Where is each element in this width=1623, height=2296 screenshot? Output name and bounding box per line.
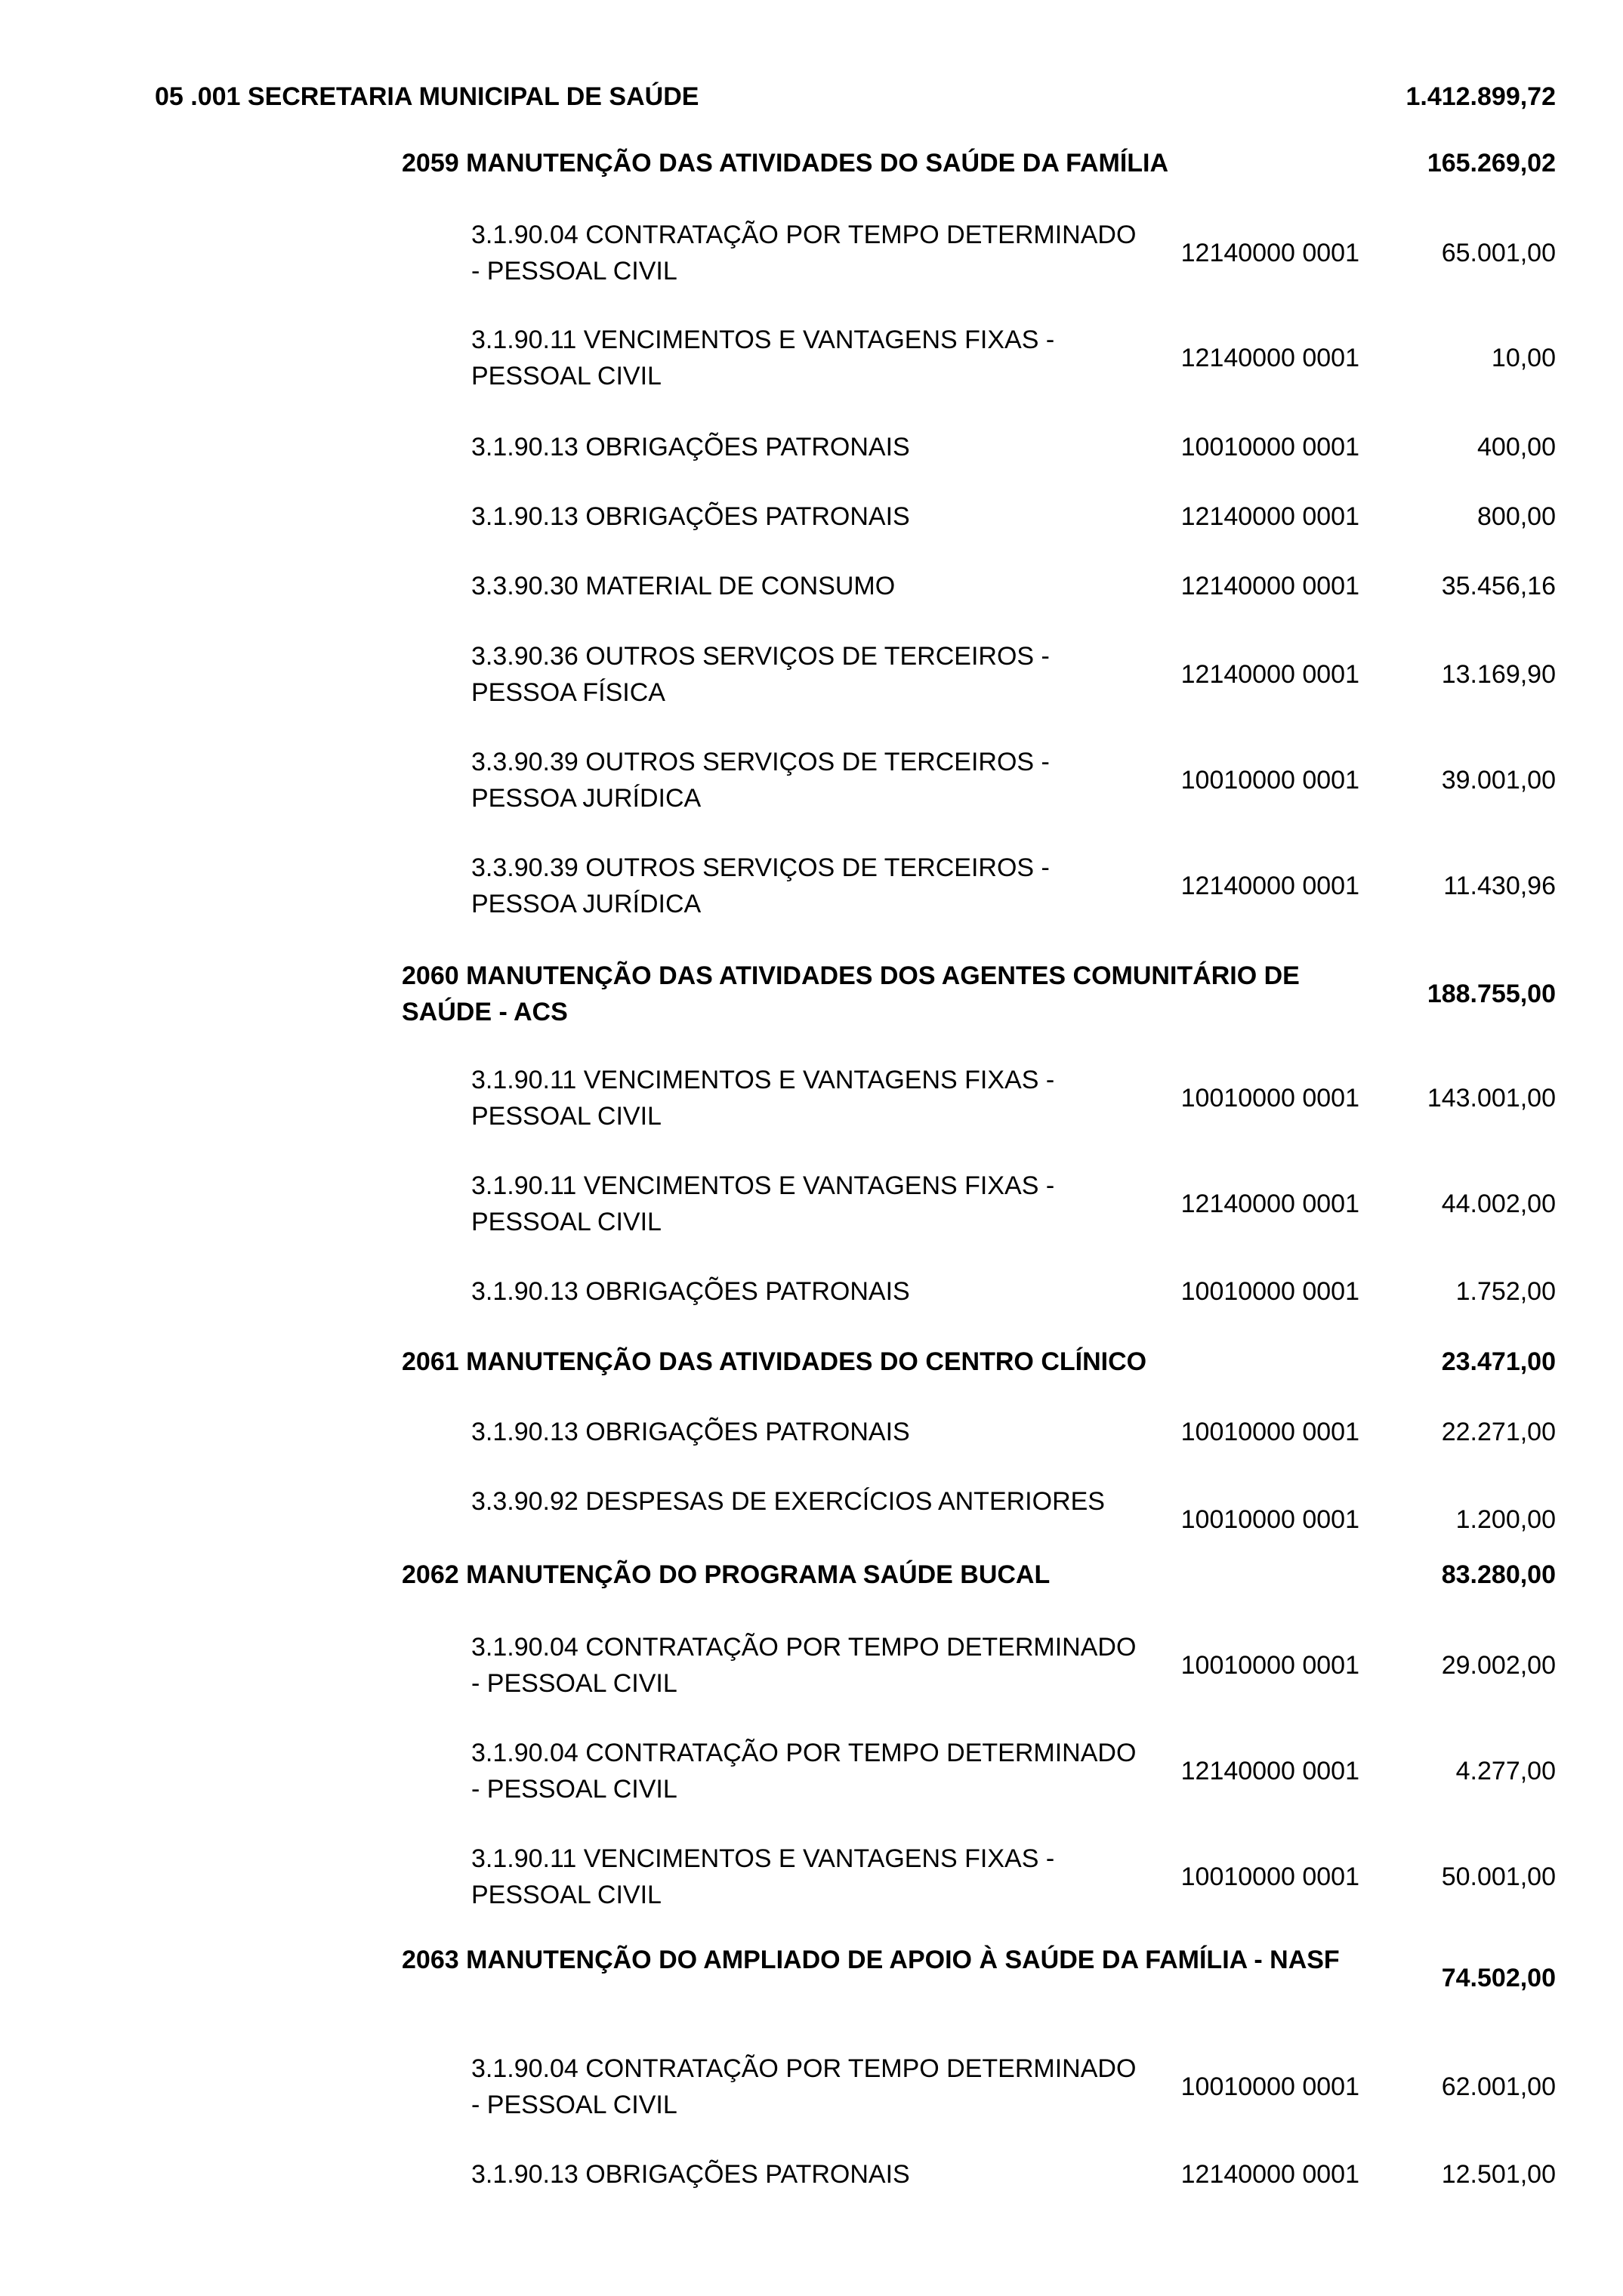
item-description: 3.1.90.11 VENCIMENTOS E VANTAGENS FIXAS - PESSOAL CIVIL	[471, 1844, 1055, 1909]
item-source: 10010000 0001	[1180, 766, 1359, 795]
program-label: 2061 MANUTENÇÃO DAS ATIVIDADES DO CENTRO CLÍNICO	[402, 1347, 1147, 1376]
program-label: 2062 MANUTENÇÃO DO PROGRAMA SAÚDE BUCAL	[402, 1560, 1051, 1589]
secretaria-label: 05 .001 SECRETARIA MUNICIPAL DE SAÚDE	[155, 82, 699, 111]
item-description: 3.3.90.92 DESPESAS DE EXERCÍCIOS ANTERIORES	[471, 1487, 1105, 1516]
item-description: 3.1.90.13 OBRIGAÇÕES PATRONAIS	[471, 2160, 910, 2189]
item-amount: 29.002,00	[1441, 1651, 1556, 1680]
item-amount: 1.200,00	[1455, 1505, 1556, 1534]
item-amount: 800,00	[1477, 502, 1556, 531]
item-source: 12140000 0001	[1180, 1190, 1359, 1218]
item-amount: 44.002,00	[1441, 1190, 1556, 1218]
program-total: 74.502,00	[1441, 1964, 1556, 1992]
program-total: 83.280,00	[1441, 1560, 1556, 1589]
item-amount: 400,00	[1477, 433, 1556, 461]
item-amount: 22.271,00	[1441, 1418, 1556, 1446]
program-label: 2063 MANUTENÇÃO DO AMPLIADO DE APOIO À SAÚDE DA FAMÍLIA - NASF	[402, 1946, 1340, 1974]
item-source: 10010000 0001	[1180, 1862, 1359, 1891]
item-source: 10010000 0001	[1180, 1651, 1359, 1680]
item-description: 3.1.90.11 VENCIMENTOS E VANTAGENS FIXAS - PESSOAL CIVIL	[471, 326, 1055, 390]
item-source: 10010000 0001	[1180, 1277, 1359, 1306]
item-amount: 35.456,16	[1441, 572, 1556, 600]
item-amount: 143.001,00	[1427, 1084, 1556, 1113]
item-source: 12140000 0001	[1180, 572, 1359, 600]
program-total: 188.755,00	[1427, 980, 1556, 1008]
item-source: 10010000 0001	[1180, 1084, 1359, 1113]
item-amount: 50.001,00	[1441, 1862, 1556, 1891]
item-description: 3.1.90.04 CONTRATAÇÃO POR TEMPO DETERMINADO - PESSOAL CIVIL	[471, 221, 1137, 285]
item-amount: 13.169,90	[1441, 660, 1556, 689]
item-amount: 10,00	[1491, 344, 1556, 372]
program-label: 2059 MANUTENÇÃO DAS ATIVIDADES DO SAÚDE DA FAMÍLIA	[402, 149, 1169, 177]
item-source: 10010000 0001	[1180, 433, 1359, 461]
item-description: 3.1.90.04 CONTRATAÇÃO POR TEMPO DETERMINADO - PESSOAL CIVIL	[471, 1633, 1137, 1698]
item-description: 3.3.90.39 OUTROS SERVIÇOS DE TERCEIROS - PESSOA JURÍDICA	[471, 853, 1050, 918]
item-source: 12140000 0001	[1180, 872, 1359, 900]
item-description: 3.1.90.04 CONTRATAÇÃO POR TEMPO DETERMINADO - PESSOAL CIVIL	[471, 1739, 1137, 1804]
item-description: 3.1.90.13 OBRIGAÇÕES PATRONAIS	[471, 1418, 910, 1446]
item-amount: 1.752,00	[1455, 1277, 1556, 1306]
item-amount: 11.430,96	[1443, 872, 1556, 900]
item-description: 3.1.90.11 VENCIMENTOS E VANTAGENS FIXAS - PESSOAL CIVIL	[471, 1171, 1055, 1236]
item-source: 12140000 0001	[1180, 1757, 1359, 1785]
item-description: 3.3.90.36 OUTROS SERVIÇOS DE TERCEIROS - PESSOA FÍSICA	[471, 642, 1050, 707]
program-total: 23.471,00	[1441, 1347, 1556, 1376]
item-amount: 12.501,00	[1441, 2160, 1556, 2189]
item-source: 10010000 0001	[1180, 2072, 1359, 2101]
program-label: 2060 MANUTENÇÃO DAS ATIVIDADES DOS AGENTES COMUNITÁRIO DE SAÚDE - ACS	[402, 961, 1300, 1026]
item-description: 3.3.90.30 MATERIAL DE CONSUMO	[471, 572, 896, 600]
item-description: 3.1.90.13 OBRIGAÇÕES PATRONAIS	[471, 502, 910, 531]
item-source: 12140000 0001	[1180, 502, 1359, 531]
item-description: 3.1.90.11 VENCIMENTOS E VANTAGENS FIXAS - PESSOAL CIVIL	[471, 1066, 1055, 1131]
program-total: 165.269,02	[1427, 149, 1556, 177]
secretaria-total: 1.412.899,72	[1405, 82, 1556, 111]
item-description: 3.1.90.13 OBRIGAÇÕES PATRONAIS	[471, 433, 910, 461]
item-source: 12140000 0001	[1180, 2160, 1359, 2189]
item-amount: 39.001,00	[1441, 766, 1556, 795]
item-description: 3.1.90.04 CONTRATAÇÃO POR TEMPO DETERMINADO - PESSOAL CIVIL	[471, 2054, 1137, 2119]
item-amount: 4.277,00	[1455, 1757, 1556, 1785]
item-amount: 62.001,00	[1441, 2072, 1556, 2101]
item-amount: 65.001,00	[1441, 239, 1556, 267]
item-source: 12140000 0001	[1180, 239, 1359, 267]
item-source: 12140000 0001	[1180, 660, 1359, 689]
item-description: 3.1.90.13 OBRIGAÇÕES PATRONAIS	[471, 1277, 910, 1306]
item-source: 10010000 0001	[1180, 1418, 1359, 1446]
item-description: 3.3.90.39 OUTROS SERVIÇOS DE TERCEIROS - PESSOA JURÍDICA	[471, 748, 1050, 813]
item-source: 12140000 0001	[1180, 344, 1359, 372]
item-source: 10010000 0001	[1180, 1505, 1359, 1534]
